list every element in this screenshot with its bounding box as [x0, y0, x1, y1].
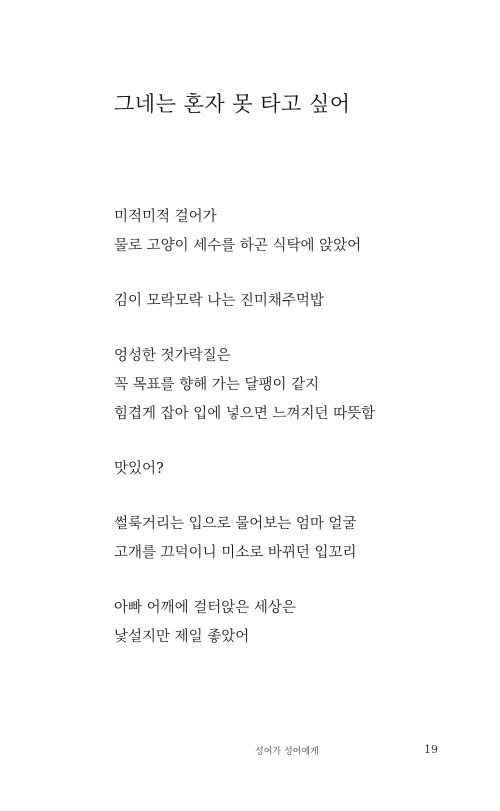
stanza [114, 594, 375, 652]
poem-line: 맛있어? [114, 461, 164, 477]
poem-line: 힘겹게 잡아 입에 넣으면 느껴지던 따뜻함 [114, 406, 376, 422]
poem-line: 고개를 끄덕이니 미소로 바뀌던 입꼬리 [114, 545, 357, 561]
stanza [114, 203, 375, 261]
poem-body [114, 203, 375, 652]
page-number: 19 [424, 743, 438, 756]
stanza [114, 510, 375, 568]
poem-title: 그네는 혼자 못 타고 싶어 [114, 92, 351, 116]
footer-book-title: 성어가 성어에게 [255, 747, 319, 757]
poem-line: 미적미적 걸어가 [114, 209, 217, 225]
poem-line: 아빠 어깨에 걸터앉은 세상은 [114, 600, 296, 616]
stanza [114, 455, 375, 484]
poem-line: 물로 고양이 세수를 하곤 식탁에 앉았어 [114, 238, 362, 254]
stanza [114, 287, 375, 316]
stanza [114, 342, 375, 429]
poem-line: 낯설지만 제일 좋았어 [114, 629, 250, 645]
poem-line: 썰룩거리는 입으로 물어보는 엄마 얼굴 [114, 516, 357, 532]
poem-line: 김이 모락모락 나는 진미채주먹밥 [114, 293, 324, 309]
poem-line: 꼭 목표를 향해 가는 달팽이 같지 [114, 377, 320, 393]
poem-line: 엉성한 젓가락질은 [114, 348, 231, 364]
